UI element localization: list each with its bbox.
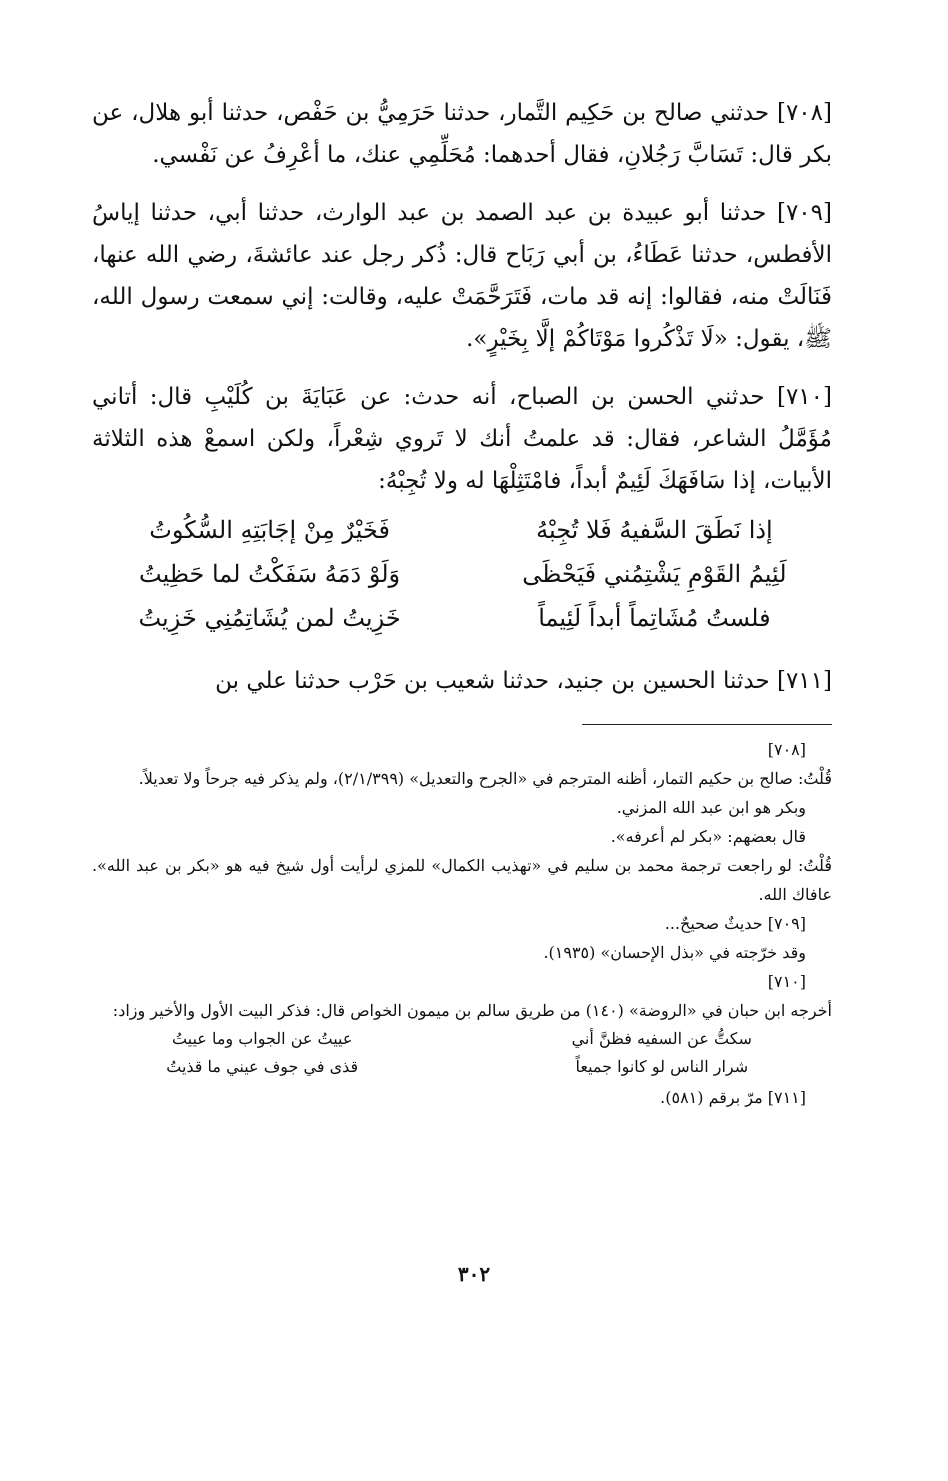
poem-line bbox=[92, 508, 832, 552]
footnote-text: أخرجه ابن حبان في «الروضة» (١٤٠) من طريق سالم بن ميمون الخواص قال: فذكر البيت الأول والأخير وزاد: bbox=[112, 1001, 832, 1020]
paragraph-708: [٧٠٨] حدثني صالح بن حَكِيم التَّمار، حدثنا حَرَمِيُّ بن حَفْص، حدثنا أبو هلال، عن بكر قال: تَسَابَّ رَجُلانِ، فقال أحدهما: مُحَلِّمِي عنك، ما أعْرِفُ عن نَفْسي. bbox=[92, 100, 832, 168]
paragraph-710: [٧١٠] حدثني الحسن بن الصباح، أنه حدث: عن عَبَايَةَ بن كُلَيْبِ قال: أتاني مُؤَمَّلُ الشاعر، فقال: قد علمتُ أنك لا تَروي شِعْراً، ولكن اسمعْ هذه الثلاثة الأبيات، إذا سَافَهَكَ لَئِيمٌ أبداً، فامْتَثِلْهَا له ولا تُجِبْهُ: bbox=[92, 384, 832, 494]
poem-line bbox=[92, 596, 832, 640]
footnote-divider bbox=[582, 724, 832, 725]
verse-hemistich-left: فَخَيْرٌ مِنْ إجَابَتِهِ السُّكُوتُ bbox=[149, 516, 390, 544]
poem bbox=[92, 508, 832, 640]
footnotes bbox=[92, 735, 832, 1112]
verse-hemistich-right: فلستُ مُشَاتِماً أبداً لَئِيماً bbox=[538, 604, 771, 632]
verse-hemistich-left: قذى في جوف عيني ما قذيتُ bbox=[166, 1057, 359, 1076]
poem-line bbox=[92, 1025, 832, 1053]
book-page bbox=[92, 92, 832, 1112]
paragraph-711: [٧١١] حدثنا الحسين بن جنيد، حدثنا شعيب بن حَرْب حدثنا علي بن bbox=[215, 668, 832, 694]
footnote-ref-710: [٧١٠] bbox=[767, 972, 806, 991]
poem-line bbox=[92, 1053, 832, 1081]
footnote-text: قال بعضهم: «بكر لم أعرفه». bbox=[610, 827, 806, 846]
footnote-ref-708: [٧٠٨] bbox=[767, 740, 806, 759]
verse-hemistich-right: سكتُّ عن السفيه فظنَّ أني bbox=[571, 1029, 752, 1048]
verse-hemistich-left: عييتُ عن الجواب وما عييتُ bbox=[171, 1029, 353, 1048]
verse-hemistich-left: خَزِيتُ لمن يُشَاتِمُنِي خَزِيتُ bbox=[138, 604, 401, 632]
footnote-text: وبكر هو ابن عبد الله المزني. bbox=[616, 798, 806, 817]
paragraph-709: [٧٠٩] حدثنا أبو عبيدة بن عبد الصمد بن عبد الوارث، حدثنا أبي، حدثنا إياسُ الأفطس، حدثنا عَطَاءُ، بن أبي رَبَاح قال: ذُكر رجل عند عائشةَ، رضي الله عنها، فَنَالَتْ منه، فقالوا: إنه قد مات، فَتَرَحَّمَتْ عليه، وقالت: إني سمعت رسول الله، ﷺ، يقول: «لَا تَذْكُروا مَوْتَاكُمْ إلَّا بِخَيْرٍ». bbox=[92, 200, 832, 352]
verse-hemistich-right: لَئِيمُ القَوْمِ يَشْتِمُني فَيَحْظَى bbox=[522, 560, 787, 588]
verse-hemistich-left: وَلَوْ دَمَهُ سَفَكْتُ لما حَظِيتُ bbox=[139, 560, 401, 588]
footnote-ref-709: [٧٠٩] حديثٌ صحيحٌ... bbox=[664, 914, 806, 933]
footnote-text: وقد خرّجته في «بذل الإحسان» (١٩٣٥). bbox=[543, 943, 806, 962]
verse-hemistich-right: شرار الناس لو كانوا جميعاً bbox=[575, 1057, 749, 1076]
footnote-poem bbox=[92, 1025, 832, 1081]
page-number: ٣٠٢ bbox=[457, 1262, 491, 1286]
footnote-text: قُلْتُ: لو راجعت ترجمة محمد بن سليم في «تهذيب الكمال» للمزي لرأيت أول شيخ فيه هو «بكر بن عبد الله». عافاك الله. bbox=[92, 856, 832, 904]
verse-hemistich-right: إذا نَطَقَ السَّفيهُ فَلا تُجِبْهُ bbox=[536, 516, 773, 544]
footnote-text: قُلْتُ: صالح بن حكيم التمار، أظنه المترجم في «الجرح والتعديل» (٢/١/٣٩٩)، ولم يذكر فيه جرحاً ولا تعديلاً. bbox=[138, 769, 832, 788]
footnote-ref-711: [٧١١] مرّ برقم (٥٨١). bbox=[660, 1088, 806, 1107]
poem-line bbox=[92, 552, 832, 596]
